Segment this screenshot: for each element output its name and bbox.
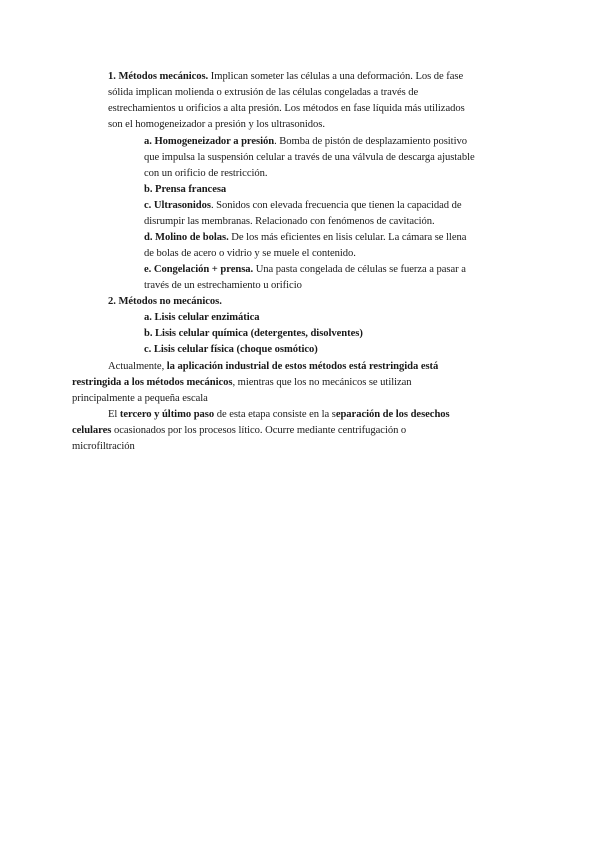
text-line [144,166,267,182]
text-line [144,198,462,214]
text-line [108,294,222,310]
text-run: son el homogeneizador a presión y los ultrasonidos. [108,119,325,130]
bold-text-run: celulares [72,425,112,436]
text-run: con un orificio de restricción. [144,168,268,179]
bold-text-run: a. Homogeneizador a presión [144,136,275,147]
text-line [72,423,406,439]
text-line [108,69,463,85]
text-line [108,85,418,101]
text-run: ocasionados por los procesos lítico. Ocurre mediante centrifugación o [111,425,407,436]
text-run: Actualmente, [108,361,167,372]
text-line [108,101,465,117]
text-run: través de un estrechamiento u orificio [144,280,302,291]
text-run: Implican someter las células a una deformación. Los de fase [208,71,464,82]
text-line [108,407,450,423]
text-run: , mientras que los no mecánicos se utilizan [232,377,412,388]
text-run: De los más eficientes en lisis celular. La cámara se llena [228,232,467,243]
bold-text-run: b. Lisis celular química (detergentes, disolventes) [144,328,363,339]
text-line [144,246,356,262]
text-run: de esta etapa consiste en la s [214,409,336,420]
text-run: sólida implican molienda o extrusión de las células congeladas a través de [108,87,419,98]
bold-text-run: a. Lisis celular enzimática [144,312,260,323]
text-run: estrechamientos u orificios a alta presión. Los métodos en fase líquida más utilizados [108,103,465,114]
text-line [72,375,412,391]
text-run: . Sonidos con elevada frecuencia que tienen la capacidad de [210,200,462,211]
text-line [144,310,260,326]
text-line [72,391,208,407]
text-run: principalmente a pequeña escala [72,393,208,404]
text-line [144,262,466,278]
bold-text-run: c. Ultrasonidos [144,200,211,211]
bold-text-run: la aplicación industrial de estos métodos está restringida está [166,361,439,372]
bold-text-run: 1. Métodos mecánicos. [108,71,209,82]
text-line [144,342,318,358]
text-line [144,214,435,230]
bold-text-run: restringida a los métodos mecánicos [72,377,233,388]
text-line [108,117,325,133]
bold-text-run: tercero y último paso [119,409,215,420]
text-line [144,150,475,166]
bold-text-run: b. Prensa francesa [144,184,227,195]
text-line [72,439,135,455]
text-run: El [108,409,120,420]
text-run: Una pasta congelada de células se fuerza a pasar a [253,264,466,275]
text-run: disrumpir las membranas. Relacionado con fenómenos de cavitación. [144,216,435,227]
bold-text-run: eparación de los desechos [335,409,450,420]
text-line [144,326,363,342]
text-run: que impulsa la suspensión celular a través de una válvula de descarga ajustable [144,152,475,163]
bold-text-run: e. Congelación + prensa. [144,264,254,275]
text-run: de bolas de acero o vidrio y se muele el contenido. [144,248,356,259]
text-run: . Bomba de pistón de desplazamiento positivo [274,136,467,147]
text-line [108,359,438,375]
text-line [144,278,302,294]
text-line [144,182,226,198]
bold-text-run: c. Lisis celular física (choque osmótico) [144,344,318,355]
text-line [144,230,466,246]
text-line [144,134,467,150]
bold-text-run: 2. Métodos no mecánicos. [108,296,222,307]
bold-text-run: d. Molino de bolas. [144,232,229,243]
text-run: microfiltración [72,441,135,452]
